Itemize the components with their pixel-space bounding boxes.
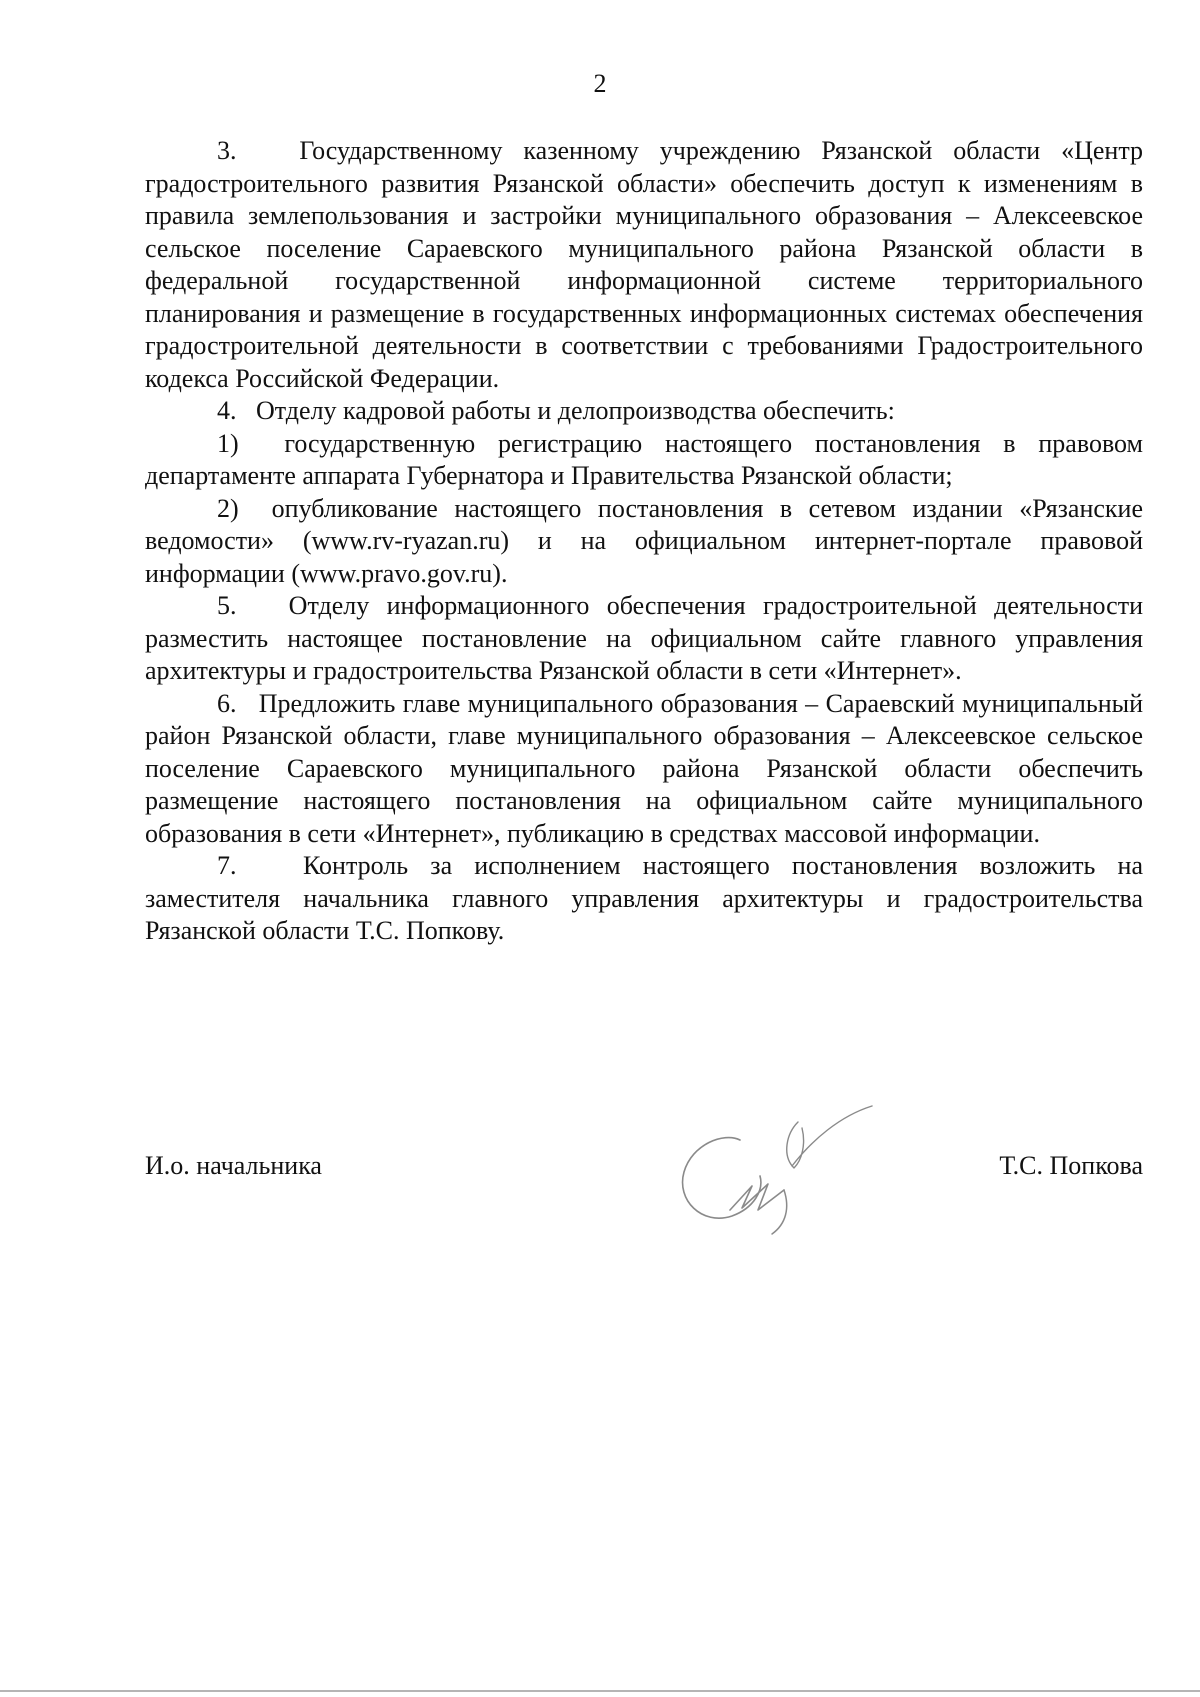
paragraph-subitem-2: 2) опубликование настоящего постановления в сетевом издании «Рязанские ведомости» (www.rv-ryazan.ru) и на официальном интернет-портале правовой информации (www.pravo.gov.ru). bbox=[145, 493, 1143, 588]
signature-block bbox=[145, 1150, 1143, 1186]
paragraph-item-3: 3. Государственному казенному учреждению Рязанской области «Центр градостроительного развития Рязанской области» обеспечить доступ к изменениям в правила землепользования и застройки муниципального образования – Алексеевское сельское поселение Сараевского муниципального района Рязанской области в федеральной государственной информационной системе территориального планирования и размещение в государственных информационных системах обеспечения градостроительной деятельности в соответствии с требованиями Градостроительного кодекса Российской Федерации. bbox=[145, 136, 1143, 393]
handwritten-signature bbox=[672, 1098, 882, 1238]
paragraph-item-6: 6. Предложить главе муниципального образования – Сараевский муниципальный район Рязанской области, главе муниципального образования – Алексеевское сельское поселение Сараевского муниципального района Рязанской области обеспечить размещение настоящего постановления на официальном сайте муниципального образования в сети «Интернет», публикацию в средствах массовой информации. bbox=[145, 688, 1143, 848]
paragraph-item-5: 5. Отделу информационного обеспечения градостроительной деятельности разместить настоящее постановление на официальном сайте главного управления архитектуры и градостроительства Рязанской области в сети «Интернет». bbox=[145, 591, 1143, 685]
signer-position: И.о. начальника bbox=[145, 1151, 322, 1180]
document-body bbox=[145, 135, 1143, 948]
signature-stroke-loop bbox=[683, 1138, 761, 1219]
page-number: 2 bbox=[593, 69, 607, 98]
paragraph-item-7: 7. Контроль за исполнением настоящего постановления возложить на заместителя начальника главного управления архитектуры и градостроительства Рязанской области Т.С. Попкову. bbox=[145, 851, 1143, 945]
page-bottom-rule bbox=[0, 1690, 1200, 1692]
paragraph-item-4: 4. Отделу кадровой работы и делопроизводства обеспечить: bbox=[217, 396, 895, 425]
paragraph-subitem-1: 1) государственную регистрацию настоящего постановления в правовом департаменте аппарата Губернатора и Правительства Рязанской области; bbox=[145, 428, 1143, 490]
signer-name: Т.С. Попкова bbox=[999, 1151, 1143, 1180]
